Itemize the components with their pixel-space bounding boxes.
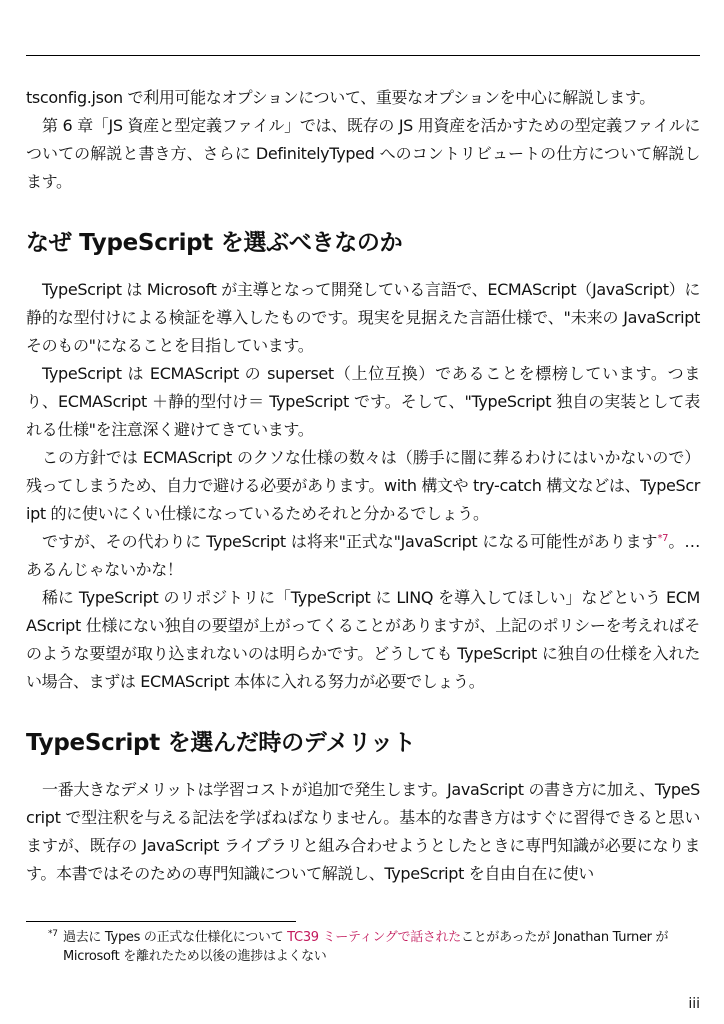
header-rule bbox=[26, 55, 700, 56]
footnote-reference-7[interactable]: *7 bbox=[657, 533, 669, 544]
section-heading-why-typescript: なぜ TypeScript を選ぶべきなのか bbox=[26, 230, 403, 256]
paragraph-future-text: ですが、その代わりに TypeScript は将来"正式な"JavaScript になる可能性があります bbox=[42, 532, 658, 551]
footnote-link-tc39[interactable]: TC39 ミーティングで話された bbox=[287, 930, 462, 945]
footnote-mark: *7 bbox=[48, 929, 58, 939]
paragraph-future-tail: 。…あるんじゃないかな！ bbox=[26, 532, 700, 579]
paragraph-chapter6: 第 6 章「JS 資産と型定義ファイル」では、既存の JS 用資産を活かすための型定義ファイルについての解説と書き方、さらに DefinitelyTyped へのコントリビュートの仕方について解説します。 bbox=[26, 116, 700, 191]
paragraph-learning-cost: 一番大きなデメリットは学習コストが追加で発生します。JavaScript の書き方に加え、TypeScript で型注釈を与える記法を学ばねばなりません。基本的な書き方はすぐに習得できると思いますが、既存の JavaScript ライブラリと組み合わせようとしたときに専門知識が必要になります。本書ではそのための専門知識について解説し、TypeScript を自由自在に使い bbox=[26, 780, 700, 883]
page-number: iii bbox=[688, 996, 700, 1012]
footnote-rule bbox=[26, 921, 296, 922]
section-heading-demerits: TypeScript を選んだ時のデメリット bbox=[26, 730, 416, 756]
footnote-7 bbox=[48, 928, 701, 966]
paragraph-superset: TypeScript は ECMAScript の superset（上位互換）であることを標榜しています。つまり、ECMAScript ＋静的型付け＝ TypeScript です。そして、"TypeScript 独自の実装として表れる仕様"を注意深く避けてきています。 bbox=[26, 364, 700, 439]
footnote-text-before: 過去に Types の正式な仕様化について bbox=[63, 930, 288, 945]
footnote-text-after: ことがあったが Jonathan Turner が Microsoft を離れたため以後の進捗はよくない bbox=[63, 930, 669, 964]
paragraph-policy: この方針では ECMAScript のクソな仕様の数々は（勝手に闇に葬るわけにはいかないので）残ってしまうため、自力で避ける必要があります。with 構文や try-catch 構文などは、TypeScript 的に使いにくい仕様になっているためそれと分かるでしょう。 bbox=[26, 448, 700, 523]
paragraph-typescript-intro: TypeScript は Microsoft が主導となって開発している言語で、ECMAScript（JavaScript）に静的な型付けによる検証を導入したものです。現実を見据えた言語仕様で、"未来の JavaScript そのもの"になることを目指しています。 bbox=[26, 280, 700, 355]
main-text bbox=[26, 84, 700, 888]
paragraph-future-javascript bbox=[26, 528, 700, 584]
paragraph-linq-request: 稀に TypeScript のリポジトリに「TypeScript に LINQ を導入してほしい」などという ECMAScript 仕様にない独自の要望が上がってくることがありますが、上記のポリシーを考えればそのような要望が取り込まれないのは明らかです。どうしても TypeScript に独自の仕様を入れたい場合、まずは ECMAScript 本体に入れる努力が必要でしょう。 bbox=[26, 588, 700, 691]
paragraph-tsconfig: tsconfig.json で利用可能なオプションについて、重要なオプションを中心に解説します。 bbox=[26, 88, 655, 107]
